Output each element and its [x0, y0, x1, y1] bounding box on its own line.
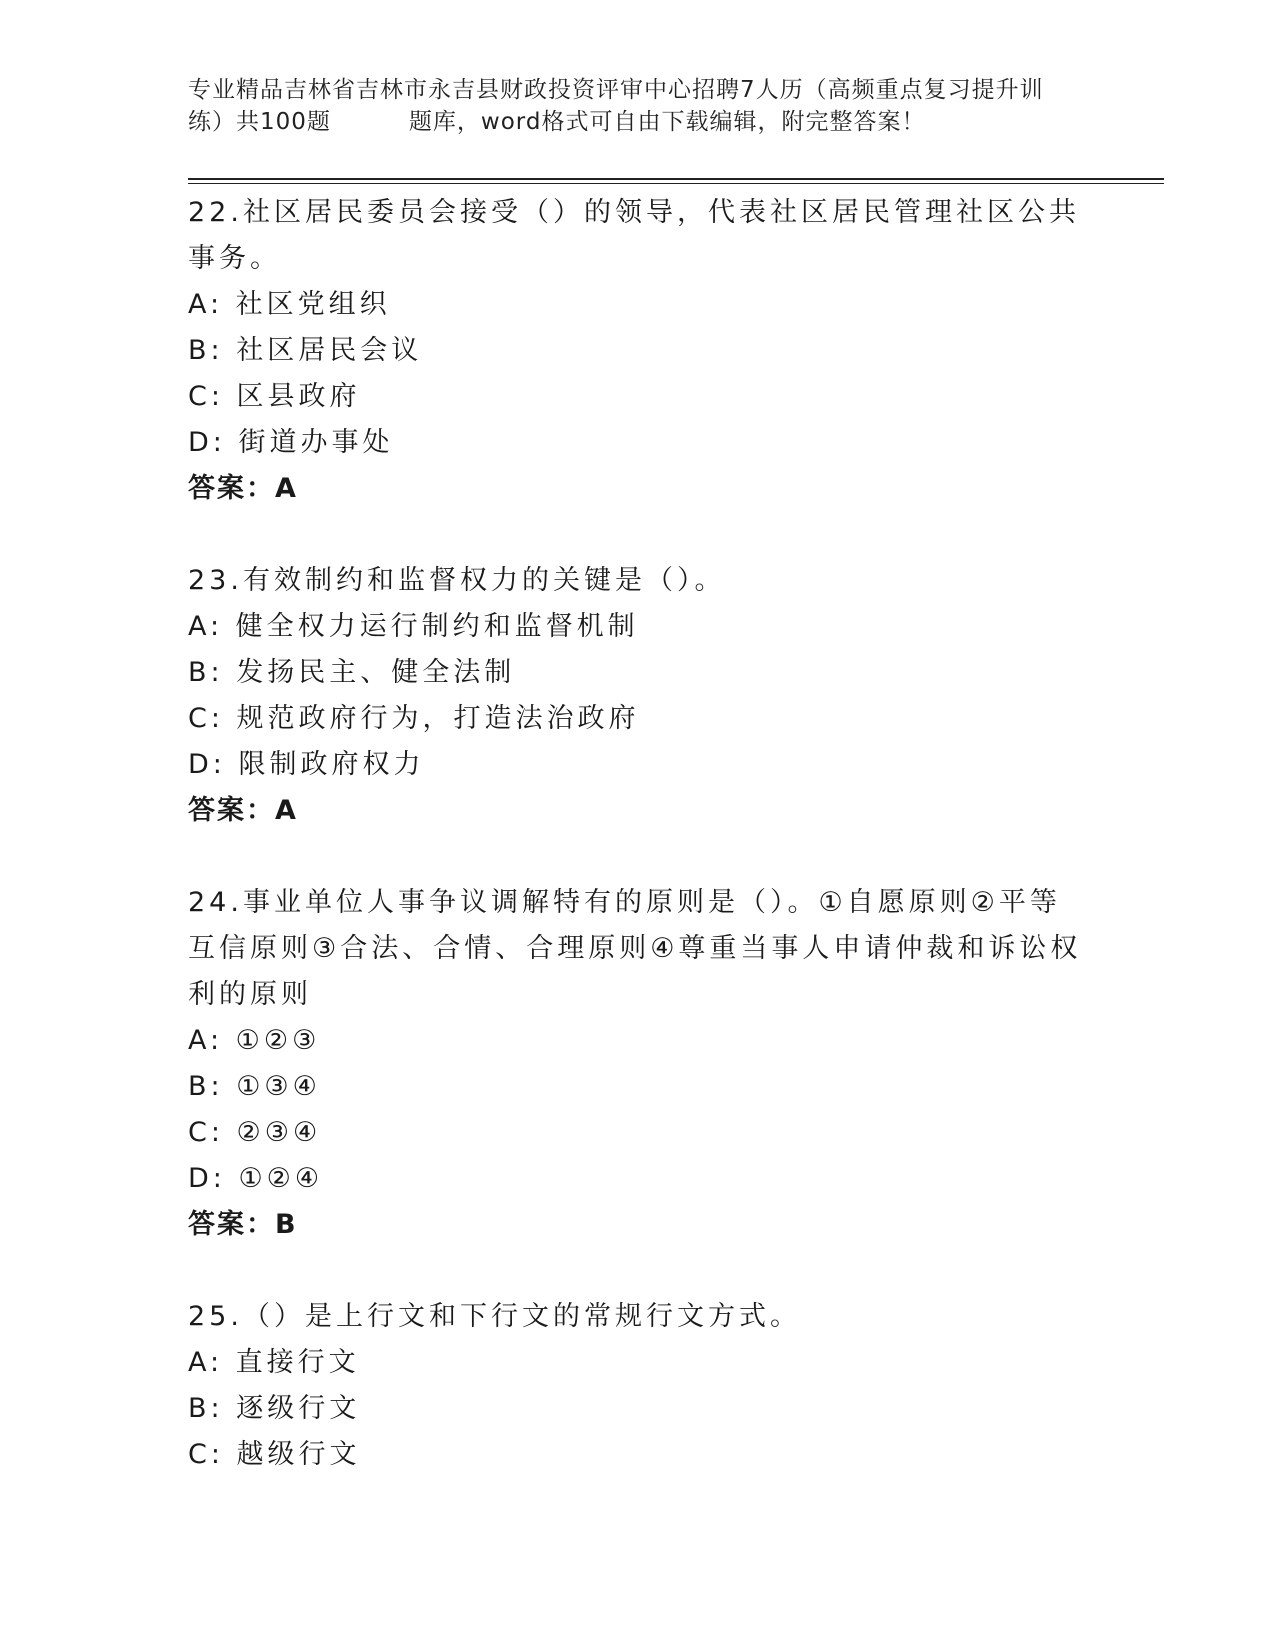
question-22	[188, 190, 1088, 558]
option-d: D: 街道办事处	[188, 427, 394, 458]
question-text: 24.事业单位人事争议调解特有的原则是（）。①自愿原则②平等互信原则③合法、合情、合理原则④尊重当事人申请仲裁和诉讼权利的原则	[188, 887, 1082, 1010]
document-header	[188, 74, 1088, 138]
question-text: 23.有效制约和监督权力的关键是（）。	[188, 565, 726, 596]
option-b: B: ①③④	[188, 1071, 321, 1102]
question-spacer	[188, 1248, 1088, 1294]
option-b: B: 发扬民主、健全法制	[188, 657, 516, 688]
question-spacer	[188, 834, 1088, 880]
question-23	[188, 558, 1088, 880]
question-text: 25.（）是上行文和下行文的常规行文方式。	[188, 1301, 801, 1332]
header-title-line-2-part-2: 题库，word格式可自由下载编辑，附完整答案！	[408, 109, 926, 135]
question-spacer	[188, 512, 1088, 558]
option-c: C: 区县政府	[188, 381, 361, 412]
question-25	[188, 1294, 1088, 1478]
option-a: A: 社区党组织	[188, 289, 391, 320]
option-c: C: ②③④	[188, 1117, 322, 1148]
option-b: B: 社区居民会议	[188, 335, 423, 366]
option-d: D: ①②④	[188, 1163, 324, 1194]
option-c: C: 规范政府行为，打造法治政府	[188, 703, 640, 734]
answer: 答案：A	[188, 795, 298, 826]
option-a: A: 健全权力运行制约和监督机制	[188, 611, 639, 642]
answer: 答案：A	[188, 473, 298, 504]
header-title-line-2	[188, 106, 1088, 138]
option-d: D: 限制政府权力	[188, 749, 425, 780]
header-rule-thick	[188, 178, 1164, 180]
question-list	[188, 190, 1088, 1478]
option-c: C: 越级行文	[188, 1439, 361, 1470]
header-title-line-2-part-1: 练）共100题	[188, 109, 331, 135]
option-b: B: 逐级行文	[188, 1393, 361, 1424]
header-rule-thin	[188, 183, 1164, 184]
option-a: A: ①②③	[188, 1025, 321, 1056]
header-title-line-1: 专业精品吉林省吉林市永吉县财政投资评审中心招聘7人历（高频重点复习提升训	[188, 77, 1044, 103]
question-24	[188, 880, 1088, 1294]
question-text: 22.社区居民委员会接受（）的领导，代表社区居民管理社区公共事务。	[188, 197, 1080, 274]
option-a: A: 直接行文	[188, 1347, 360, 1378]
answer: 答案：B	[188, 1209, 298, 1240]
